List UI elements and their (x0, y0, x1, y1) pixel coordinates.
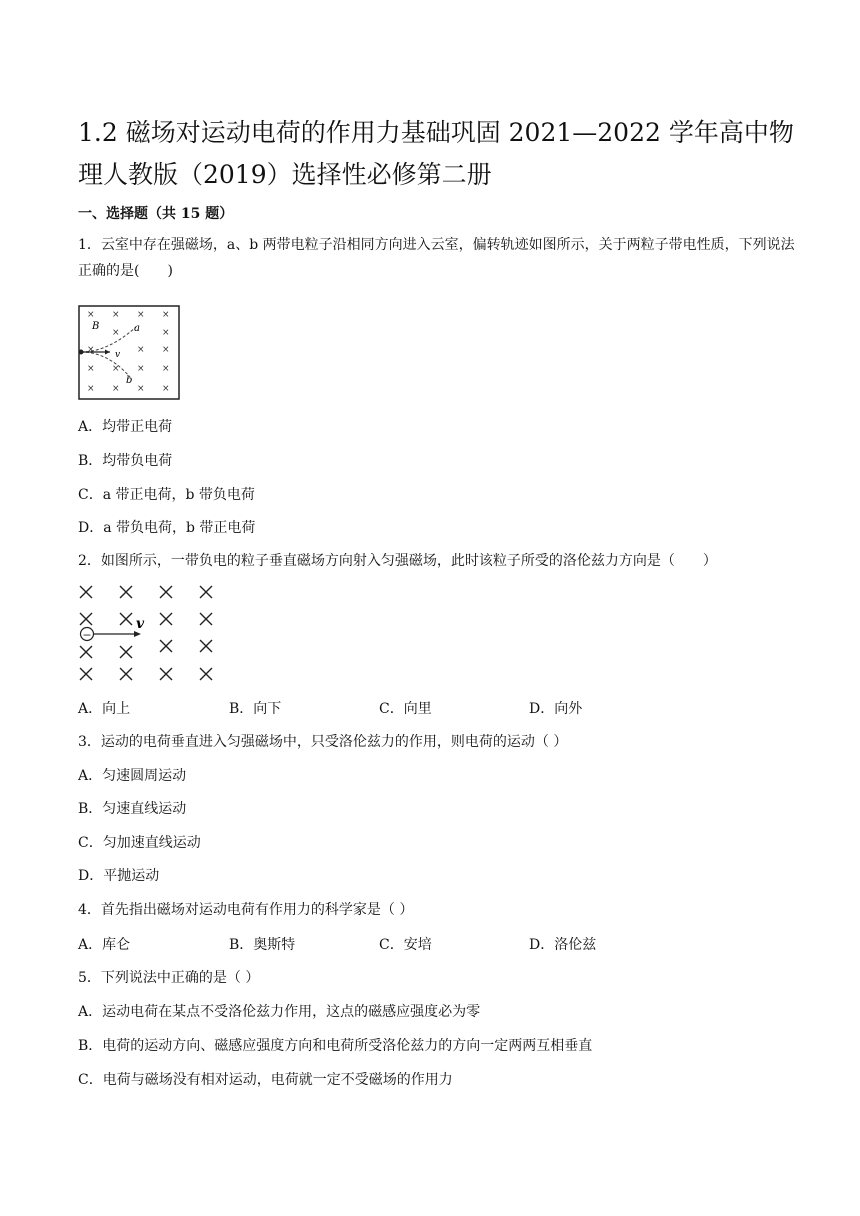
q4-option-a: A．库仑 (78, 937, 131, 953)
q4-option-b: B．奥斯特 (229, 937, 296, 953)
svg-text:×: × (112, 328, 120, 338)
svg-text:×: × (162, 384, 170, 394)
field-label-b: B (92, 321, 100, 332)
svg-text:×: × (137, 384, 145, 394)
svg-text:×: × (87, 384, 95, 394)
track-b-label: b (126, 375, 133, 386)
magnetic-field-figure (76, 582, 221, 686)
svg-text:×: × (112, 310, 120, 320)
svg-text:×: × (112, 364, 120, 374)
question-5-stem: 5．下列说法中正确的是（ ） (78, 970, 260, 986)
velocity-label: v (136, 616, 145, 632)
svg-text:×: × (112, 384, 120, 394)
q3-option-a: A．匀速圆周运动 (78, 768, 187, 784)
question-4-stem: 4．首先指出磁场对运动电荷有作用力的科学家是（ ） (78, 902, 414, 918)
svg-text:×: × (162, 364, 170, 374)
q2-option-a: A．向上 (78, 701, 131, 717)
q1-option-d: D．a 带负电荷，b 带正电荷 (78, 520, 256, 536)
svg-text:×: × (162, 328, 170, 338)
q3-option-b: B．匀速直线运动 (78, 801, 187, 817)
q3-option-c: C．匀加速直线运动 (78, 835, 201, 851)
q2-option-b: B．向下 (229, 701, 282, 717)
svg-text:×: × (137, 364, 145, 374)
svg-text:×: × (87, 364, 95, 374)
svg-text:×: × (87, 345, 95, 355)
track-a-label: a (134, 323, 140, 334)
svg-text:×: × (162, 345, 170, 355)
q1-option-c: C．a 带正电荷，b 带负电荷 (78, 487, 255, 503)
q5-option-a: A．运动电荷在某点不受洛伦兹力作用，这点的磁感应强度必为零 (78, 1004, 481, 1020)
q2-option-c: C．向里 (379, 701, 432, 717)
charge-sign: − (82, 628, 92, 642)
q1-option-b: B．均带负电荷 (78, 453, 173, 469)
q3-option-d: D．平抛运动 (78, 868, 160, 884)
document-title: 1.2 磁场对运动电荷的作用力基础巩固 2021—2022 学年高中物理人教版（2019）选择性必修第二册 (78, 118, 794, 189)
question-1-stem: 1．云室中存在强磁场，a、b 两带电粒子沿相同方向进入云室，偏转轨迹如图所示，关于两粒子带电性质，下列说法正确的是( ) (78, 237, 795, 279)
question-2-stem: 2．如图所示，一带负电的粒子垂直磁场方向射入匀强磁场，此时该粒子所受的洛伦兹力方向是（ ） (78, 553, 717, 569)
q5-option-c: C．电荷与磁场没有相对运动，电荷就一定不受磁场的作用力 (78, 1072, 453, 1088)
q2-option-d: D．向外 (529, 701, 583, 717)
svg-text:×: × (162, 310, 170, 320)
q4-option-c: C．安培 (379, 937, 432, 953)
velocity-label: v (115, 350, 121, 360)
field-cross-marks (80, 586, 212, 680)
q4-option-d: D．洛伦兹 (529, 937, 597, 953)
cloud-chamber-figure (78, 305, 180, 400)
svg-text:×: × (137, 310, 145, 320)
entry-point (79, 350, 84, 355)
section-heading: 一、选择题（共 15 题） (78, 206, 234, 222)
svg-text:×: × (87, 310, 95, 320)
q1-option-a: A．均带正电荷 (78, 419, 173, 435)
svg-text:×: × (137, 345, 145, 355)
q5-option-b: B．电荷的运动方向、磁感应强度方向和电荷所受洛伦兹力的方向一定两两互相垂直 (78, 1038, 593, 1054)
question-3-stem: 3．运动的电荷垂直进入匀强磁场中，只受洛伦兹力的作用，则电荷的运动（ ） (78, 734, 568, 750)
